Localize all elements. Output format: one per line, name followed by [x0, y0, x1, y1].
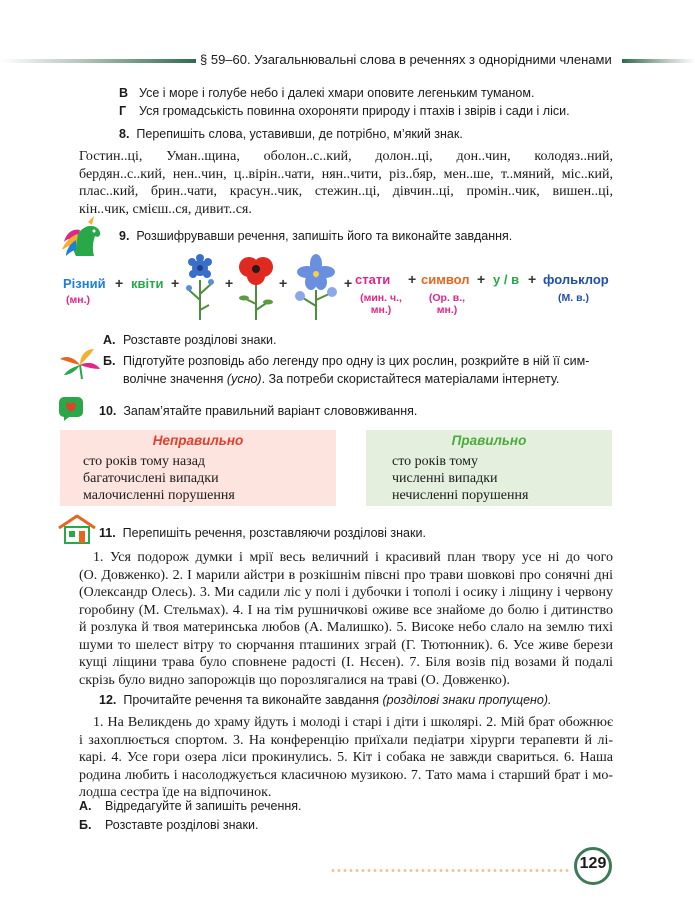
task-11-line: кущі ліщини трава було сповнене радості (І. Нєсен). 7. Біля возів під возами й подалі	[79, 655, 613, 670]
task-9-sub-a: А. Розставте розділові знаки.	[103, 333, 277, 347]
task-8-text	[79, 148, 613, 218]
task-8-heading: 8. Перепишіть слова, уставивши, де потрібно, м’який знак.	[119, 127, 463, 141]
task-8-line: бердян..с..кий, нен..чин, ц..вірін..чати, нян..чити, різ..бяр, мен..ше, т..мяний, міс..кий,	[79, 166, 613, 182]
cornflower-icon	[179, 250, 221, 322]
formula-word-folklor: фольклор	[543, 272, 609, 287]
flower-activity-icon	[56, 347, 104, 381]
task-11-text	[79, 549, 613, 689]
task-8-line: Гостин..ці, Уман..щина, оболон..с..кий, долон..ці, дон..чин, колодяз..ний,	[79, 149, 613, 164]
task-12-sub-b: Б. Розставте розділові знаки.	[79, 818, 259, 832]
task-12-line: і захоплюється спортом. 3. На конференцію приїхали педіатри хірурги терапевти й лі-	[79, 732, 613, 748]
formula-plus: +	[344, 275, 353, 291]
task-12-line: родина любить і насолоджується класичною музикою. 7. Тато мама і старший брат і мо-	[79, 767, 613, 783]
task-11-heading: 11. Перепишіть речення, розставляючи розділові знаки.	[99, 526, 426, 540]
wrong-usage-box	[60, 430, 336, 506]
task-10-heading: 10. Запам’ятайте правильний варіант слововживання.	[99, 404, 418, 418]
formula-word-symvol: символ	[421, 272, 470, 287]
task-11-line: 1. Уся подорож думки і мрії весь величний і красивий план твору усе ні до чого	[93, 550, 613, 565]
poppy-icon	[236, 252, 276, 322]
option-g: Г Уся громадськість повинна охороняти природу і птахів і звірів і сади і ліси.	[119, 104, 570, 118]
task-11-line: горобину (М. Стельмах). 4. І на тім рушничкові оживе все знайоме до болю і дитинство	[79, 602, 613, 618]
formula-sub-staty: (мин. ч., мн.)	[360, 292, 402, 316]
right-usage-title: Правильно	[451, 433, 527, 448]
formula-plus: +	[115, 275, 124, 291]
right-usage-item: нечисленні порушення	[392, 488, 529, 503]
wrong-usage-item: багаточислені випадки	[83, 471, 219, 486]
formula-word-u-v: у / в	[493, 272, 520, 287]
task-8-line: плас..кий, брин..чати, красун..чик, стежин..ці, дівчин..ці, промін..чик, вишен..ці,	[79, 184, 613, 199]
formula-plus: +	[225, 275, 234, 291]
header-rule-left	[0, 59, 196, 63]
formula-plus: +	[528, 271, 537, 287]
task-12-line: 1. На Великдень до храму йдуть і молоді і старі і діти і школярі. 2. Мій брат обожнює	[93, 715, 613, 730]
right-usage-item: сто років тому	[392, 454, 478, 469]
formula-sub-folklor: (М. в.)	[558, 292, 589, 304]
wrong-usage-title: Неправильно	[152, 433, 244, 448]
formula-sub-rizny: (мн.)	[66, 294, 91, 306]
right-usage-box	[366, 430, 612, 506]
task-12-sub-a: А. Відредагуйте й запишіть речення.	[79, 799, 302, 813]
task-9-sub-b: Б. Підготуйте розповідь або легенду про одну із цих рослин, розкрийте в ній її сим- волічне значення (усно). За потреби скористайтеся матеріалами інтернету.	[103, 354, 590, 386]
page-number: 129	[579, 855, 607, 872]
house-icon	[57, 514, 97, 544]
task-12-heading: 12. Прочитайте речення та виконайте завдання (розділові знаки пропущено).	[99, 693, 552, 707]
wrong-usage-item: малочисленні порушення	[83, 488, 235, 503]
formula-sub-symvol: (Ор. в., мн.)	[428, 292, 466, 316]
task-12-line: лодша сестра їде на відпочинок.	[79, 785, 272, 800]
right-usage-item: численні випадки	[392, 471, 498, 486]
formula-word-staty: стати	[355, 272, 391, 287]
task-11-line: скрізь було видно запорожців що порозлягалися на траві (О. Довженко).	[79, 672, 510, 688]
header-rule-right	[622, 59, 695, 63]
task-11-line: й розлука й твоя материнська любов (А. Малишко). 5. Високе небо слало на землю тихі	[79, 620, 613, 635]
task-9-heading: 9. Розшифрувавши речення, запишіть його та виконайте завдання.	[119, 229, 513, 243]
wrong-usage-item: сто років тому назад	[83, 454, 206, 469]
task-11-line: шуми то шелест вітру то сюрчання пташиних зграй (Г. Тютюнник). 6. Усе живе берези	[79, 637, 613, 653]
unicorn-icon	[58, 216, 106, 260]
heart-chat-icon	[58, 396, 84, 422]
blue-flower-icon	[291, 250, 341, 322]
formula-word-rizny: Різний	[63, 276, 106, 291]
task-8-line: кін..чик, смієш..ся, дивит..ся.	[79, 201, 252, 217]
formula-plus: +	[408, 271, 417, 287]
task-12-text	[79, 714, 613, 802]
formula-plus: +	[279, 275, 288, 291]
option-v: В Усе і море і голубе небо і далекі хмари оповите легеньким туманом.	[119, 86, 535, 100]
task-12-line: карі. 4. Усе гори озера ліси прокинулись. 5. Кіт і собака не завжди свариться. 6. Наша	[79, 750, 613, 765]
task-11-line: (О. Довженко). 2. І марили айстри в розкішнім півсні про трави шовкові про сонячні дні	[79, 567, 613, 583]
formula-plus: +	[477, 271, 486, 287]
formula-plus: +	[171, 275, 180, 291]
task-11-line: (Олександр Олесь). 3. Ми садили ліс у полі і дубочки і тополі і осику і ліщину і червону	[79, 585, 613, 600]
page-header: § 59–60. Узагальнювальні слова в реченнях з однорідними членами	[200, 52, 612, 67]
formula-word-kvity: квіти	[131, 276, 164, 291]
page-number-dots	[330, 868, 570, 873]
